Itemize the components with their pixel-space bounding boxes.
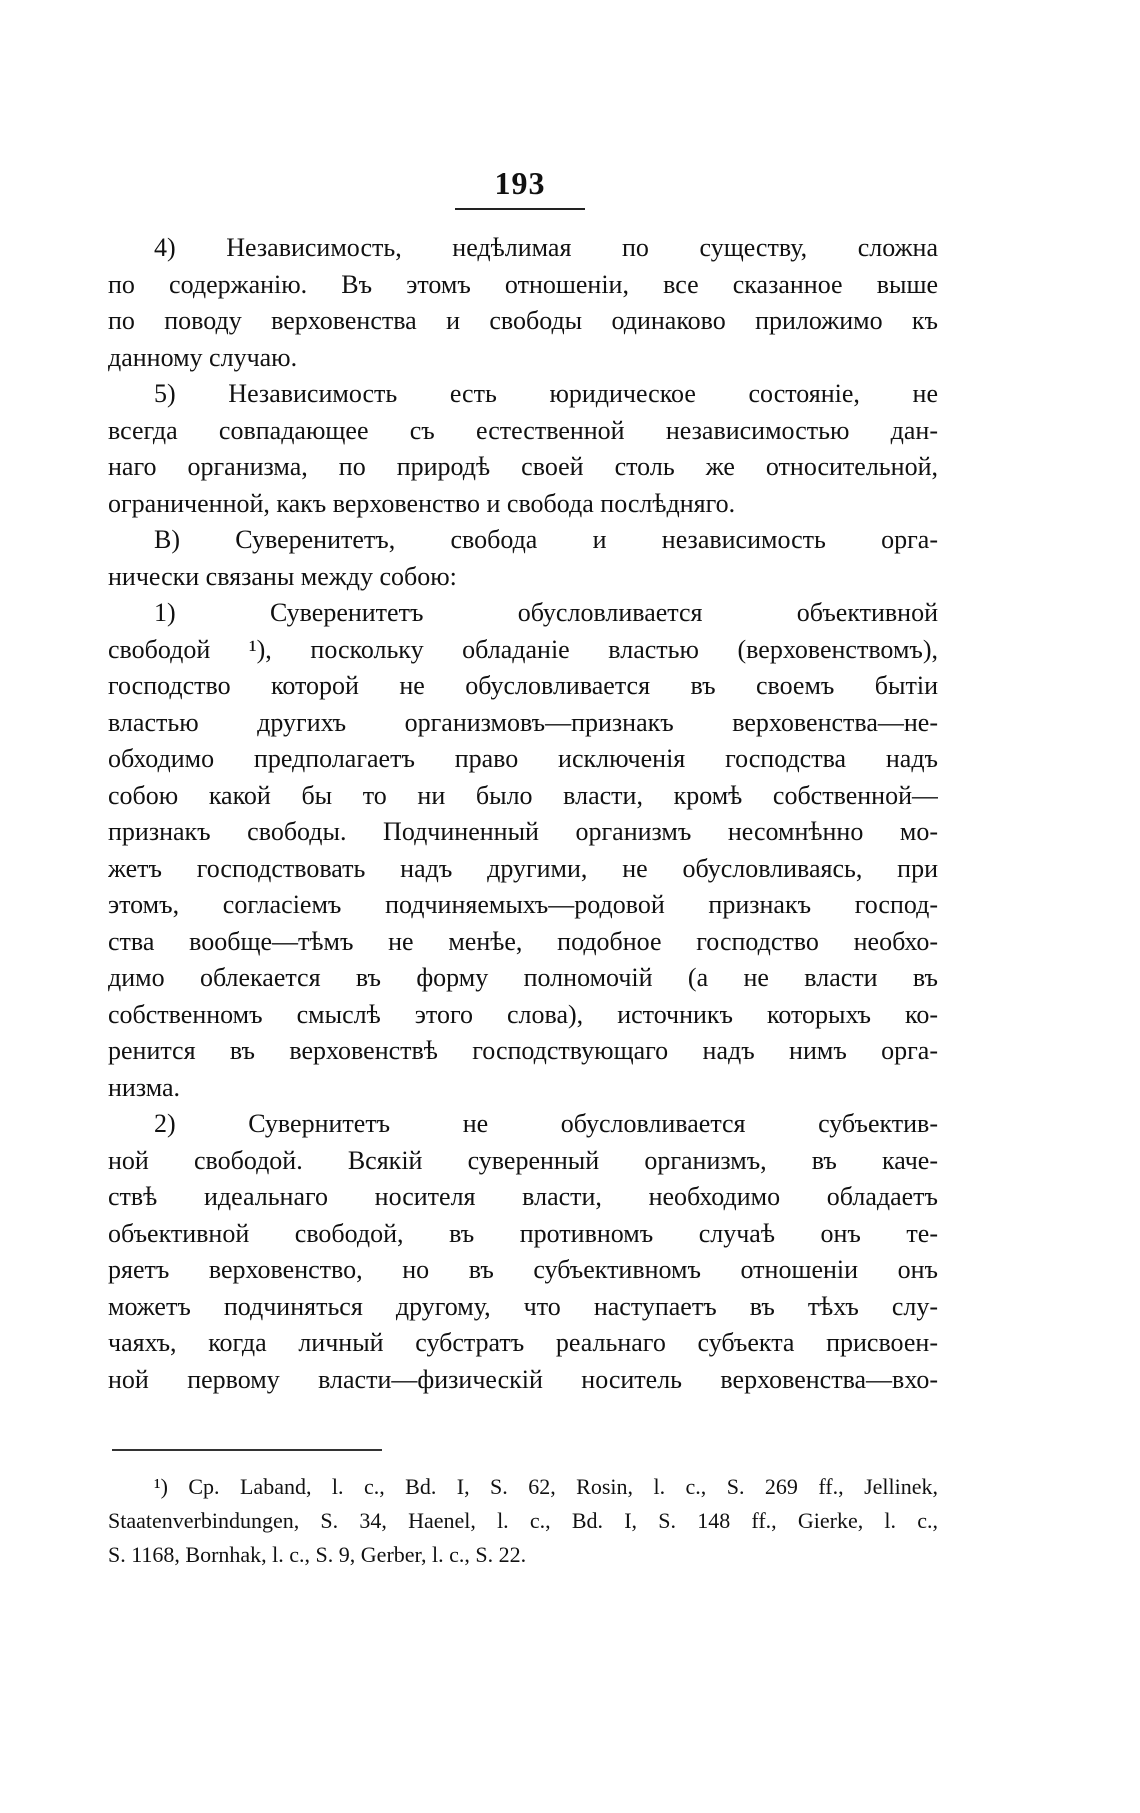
text-line: ряетъ верховенство, но въ субъективномъ отношеніи онъ: [108, 1255, 938, 1284]
text-line: ной свободой. Всякій суверенный организмъ, въ каче-: [108, 1145, 938, 1175]
text-line: 4) Независимость, недѣлимая по существу, сложна: [154, 233, 938, 262]
text-line: данному случаю.: [108, 342, 298, 372]
page-number-rule: [455, 208, 585, 210]
text-line: наго организма, по природѣ своей столь же относительной,: [108, 452, 938, 481]
paragraph: [108, 522, 938, 595]
text-line: обходимо предполагаетъ право исключенія господства надъ: [108, 744, 938, 773]
text-line: димо облекается въ форму полномочій (а не власти въ: [108, 963, 938, 992]
text-line: можетъ подчиняться другому, что наступаетъ въ тѣхъ слу-: [108, 1291, 938, 1321]
text-line: властью другихъ организмовъ—признакъ верховенства—не-: [108, 707, 938, 737]
text-line: по поводу верховенства и свободы одинаково приложимо къ: [108, 306, 938, 335]
text-line: В) Суверенитетъ, свобода и независимость орга-: [154, 525, 938, 554]
text-line: ствѣ идеальнаго носителя власти, необходимо обладаетъ: [108, 1182, 938, 1211]
text-line: ства вообще—тѣмъ не менѣе, подобное господство необхо-: [108, 926, 938, 956]
text-line: свободой ¹), поскольку обладаніе властью (верховенствомъ),: [108, 634, 938, 664]
footnote-rule: [112, 1449, 382, 1451]
paragraph: [108, 376, 938, 522]
text-line: ограниченной, какъ верховенство и свобода послѣдняго.: [108, 488, 736, 518]
text-line: собственномъ смыслѣ этого слова), источникъ которыхъ ко-: [108, 999, 938, 1029]
paragraph: [108, 1106, 938, 1398]
text-line: этомъ, согласіемъ подчиняемыхъ—родовой признакъ господ-: [108, 890, 938, 919]
body-text: [108, 230, 938, 1398]
text-line: 5) Независимость есть юридическое состояніе, не: [154, 379, 938, 408]
text-line: собою какой бы то ни было власти, кромѣ собственной—: [108, 780, 938, 810]
text-line: 2) Сувернитетъ не обусловливается субъектив-: [154, 1109, 938, 1138]
text-line: господство которой не обусловливается въ своемъ бытіи: [108, 671, 938, 700]
text-line: низма.: [108, 1072, 181, 1102]
text-line: ренится въ верховенствѣ господствующаго надъ нимъ орга-: [108, 1036, 938, 1065]
footnote-line: ¹) Cp. Laband, l. c., Bd. I, S. 62, Rosin, l. c., S. 269 ff., Jellinek,: [154, 1474, 938, 1499]
footnote-line: Staatenverbindungen, S. 34, Haenel, l. c., Bd. I, S. 148 ff., Gierke, l. c.,: [108, 1508, 938, 1533]
text-line: по содержанію. Въ этомъ отношеніи, все сказанное выше: [108, 269, 938, 299]
footnote-line: S. 1168, Bornhak, l. c., S. 9, Gerber, l. c., S. 22.: [108, 1542, 527, 1567]
paragraph: [108, 595, 938, 1106]
text-line: всегда совпадающее съ естественной независимостью дан-: [108, 415, 938, 445]
text-line: чаяхъ, когда личный субстратъ реальнаго субъекта присвоен-: [108, 1328, 938, 1357]
text-line: ной первому власти—физическій носитель верховенства—вхо-: [108, 1364, 938, 1394]
page-number: 193: [494, 165, 546, 201]
footnote: [108, 1470, 938, 1572]
text-line: объективной свободой, въ противномъ случаѣ онъ те-: [108, 1218, 938, 1248]
text-line: 1) Суверенитетъ обусловливается объективной: [154, 598, 938, 627]
paragraph: [108, 230, 938, 376]
text-line: признакъ свободы. Подчиненный организмъ несомнѣнно мо-: [108, 817, 938, 846]
text-line: нически связаны между собою:: [108, 561, 457, 591]
text-line: жетъ господствовать надъ другими, не обусловливаясь, при: [108, 853, 938, 883]
